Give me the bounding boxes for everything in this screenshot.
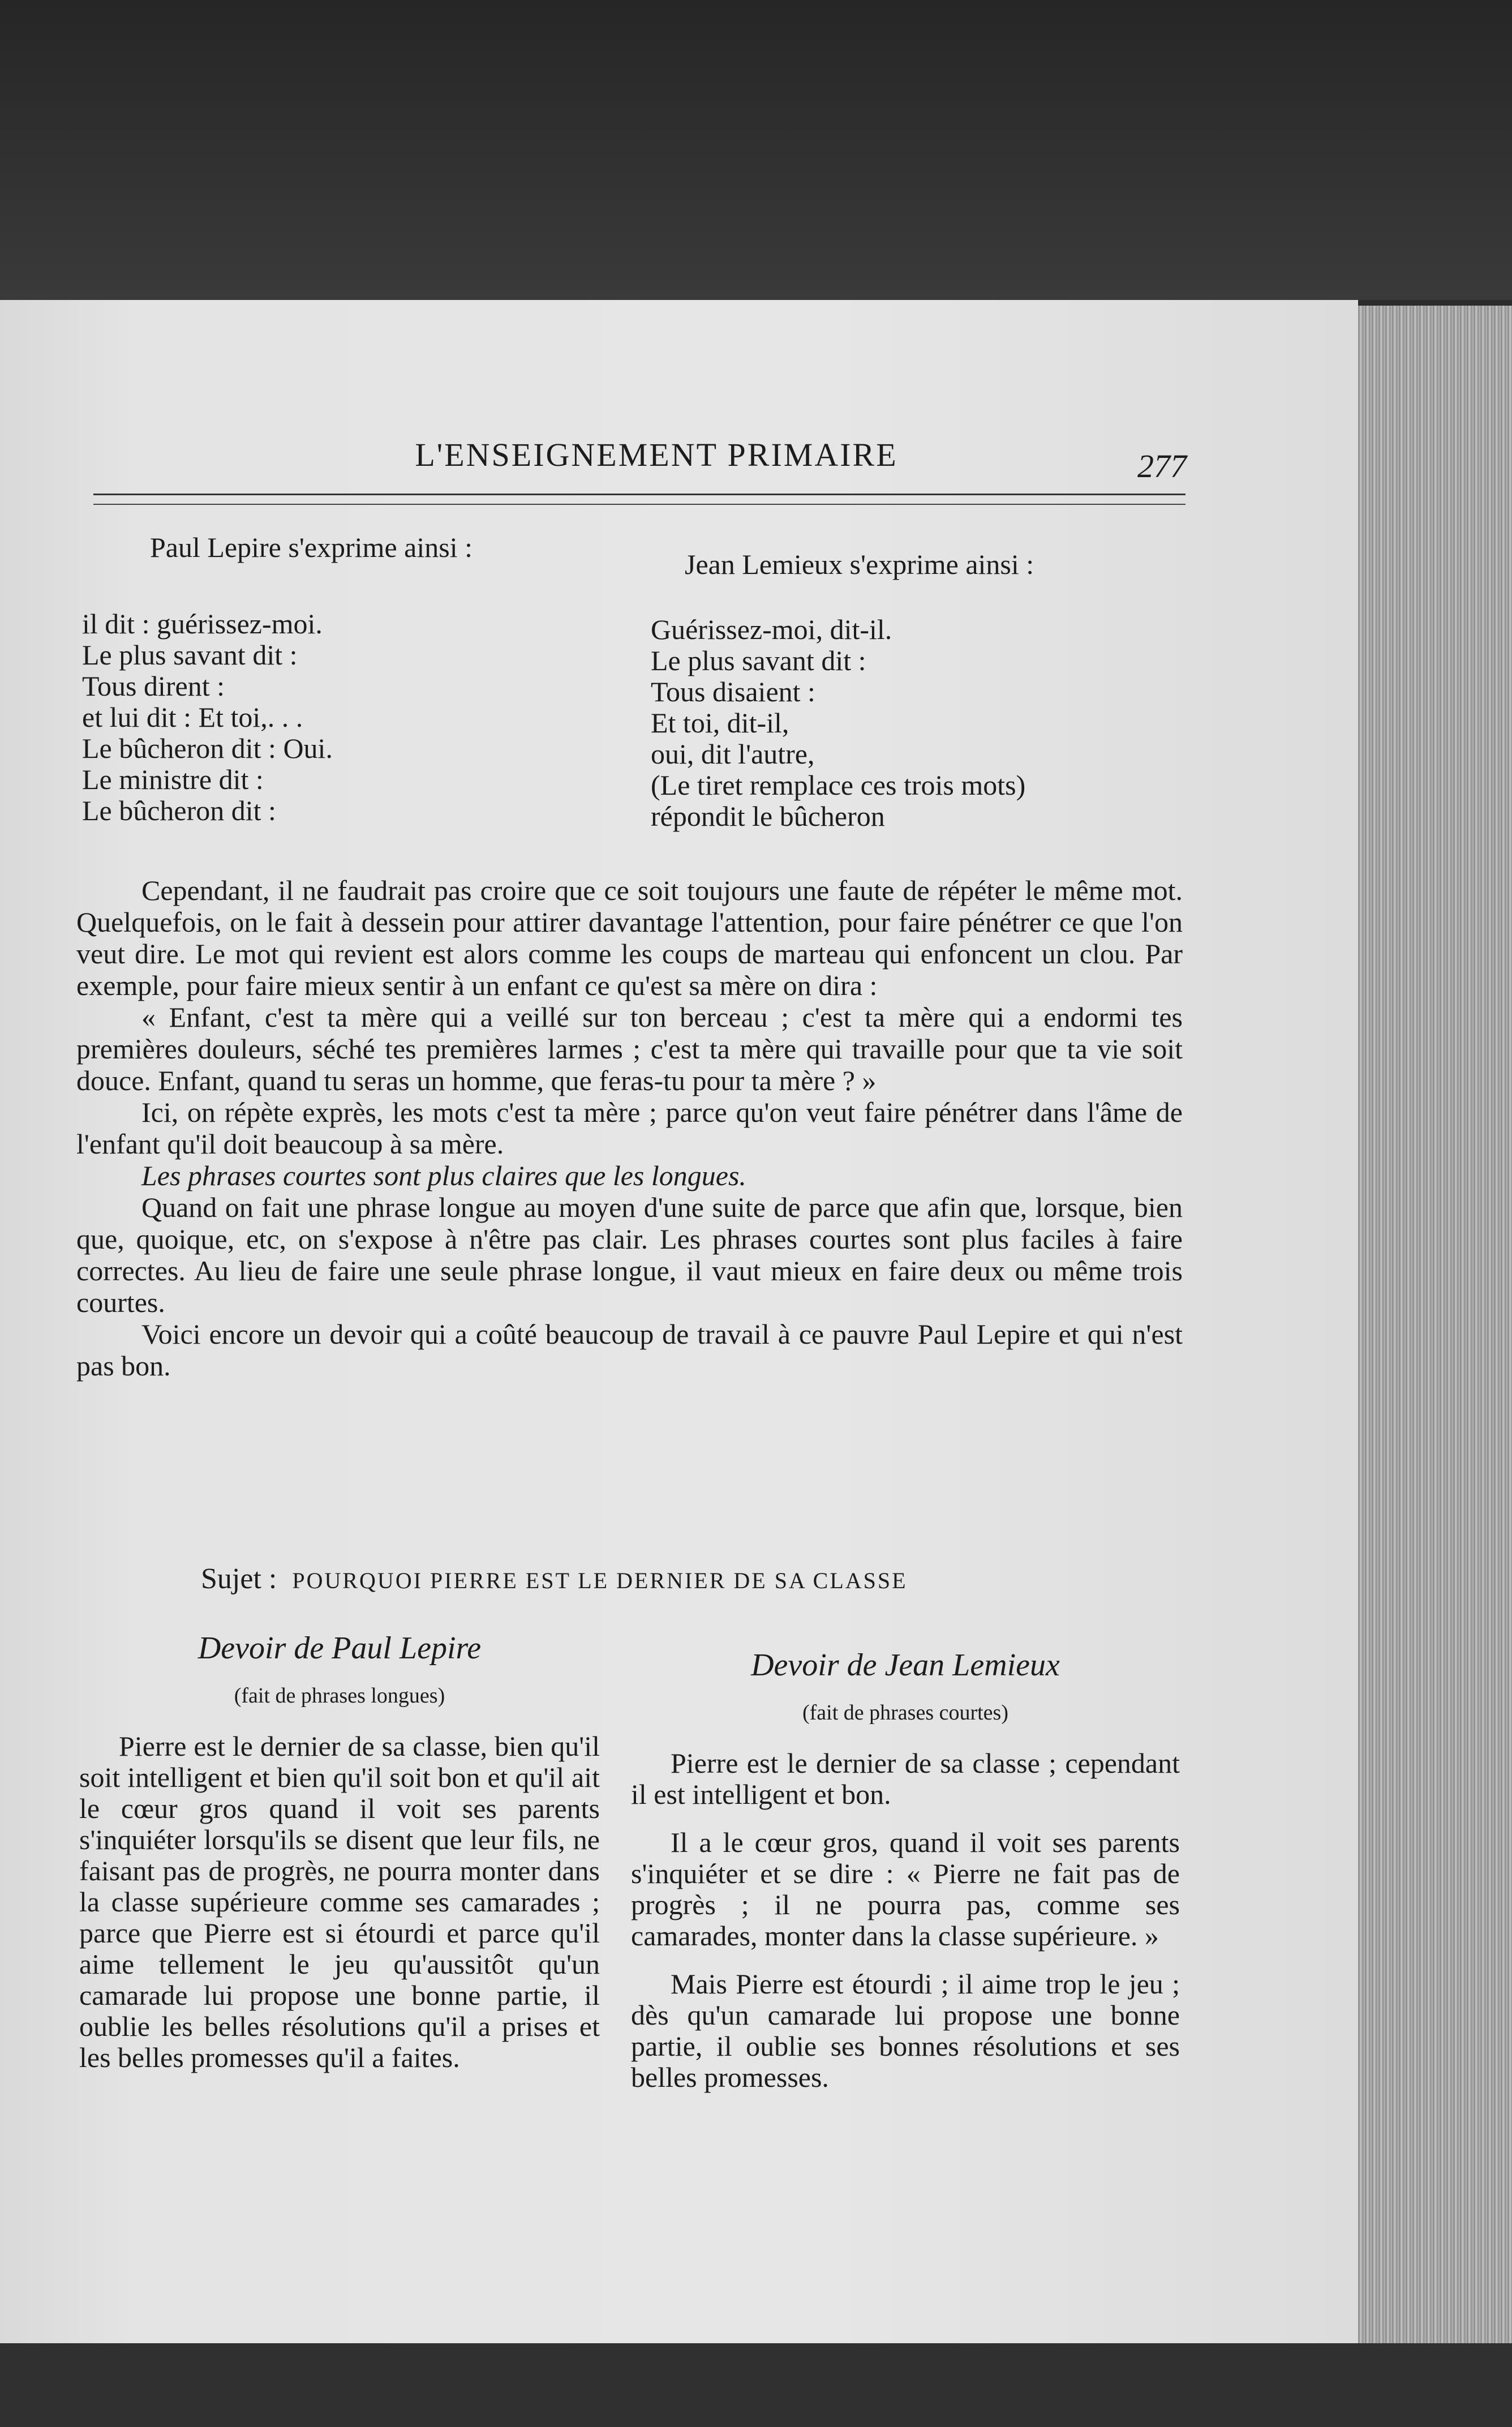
right-line: (Le tiret remplace ces trois mots)	[651, 769, 1026, 801]
left-line: Le bûcheron dit :	[82, 795, 276, 826]
devoir-subtitle: (fait de phrases longues)	[234, 1684, 445, 1708]
right-line: Le plus savant dit :	[651, 645, 866, 676]
scan-background-bottom	[0, 2343, 1512, 2427]
devoir-title: Devoir de Jean Lemieux	[751, 1648, 1060, 1683]
paragraph: Voici encore un devoir qui a coûté beaucoup de travail à ce pauvre Paul Lepire et qui n'est pas bon.	[76, 1318, 1183, 1382]
page-number: 277	[1137, 448, 1187, 484]
left-line: Le ministre dit :	[82, 764, 264, 795]
devoir-body	[79, 1731, 600, 2073]
paragraph: Ici, on répète exprès, les mots c'est ta mère ; parce qu'on veut faire pénétrer dans l'âme de l'enfant qu'il doit beaucoup à sa mère.	[76, 1096, 1183, 1160]
paragraph: Il a le cœur gros, quand il voit ses parents s'inquiéter et se dire : « Pierre ne fait pas de progrès ; il ne pourra pas, comme ses camarades, monter dans la classe supérieure. »	[631, 1826, 1180, 1952]
left-column-intro: Paul Lepire s'exprime ainsi :	[150, 531, 472, 563]
sujet-text: POURQUOI PIERRE EST LE DERNIER DE SA CLASSE	[292, 1568, 908, 1593]
body-text	[76, 874, 1183, 1382]
scan-background-top	[0, 0, 1512, 300]
right-line: Tous disaient :	[651, 676, 815, 707]
devoir-right	[631, 1647, 1180, 2110]
left-line: et lui dit : Et toi,. . .	[82, 701, 303, 733]
left-line: Le plus savant dit :	[82, 639, 298, 671]
right-line: oui, dit l'autre,	[651, 738, 815, 770]
sujet-label: Sujet :	[201, 1563, 277, 1595]
paragraph: Cependant, il ne faudrait pas croire que ce soit toujours une faute de répéter le même mot. Quelquefois, on le fait à dessein pour attirer davantage l'attention, pour faire pénétrer ce que l'on veut dire. Le mot qui revient est alors comme les coups de marteau qui enfoncent un clou. Par exemple, pour faire mieux sentir à un enfant ce qu'est sa mère on dira :	[76, 874, 1183, 1001]
left-line: il dit : guérissez-moi.	[82, 608, 323, 640]
quote-paragraph: « Enfant, c'est ta mère qui a veillé sur ton berceau ; c'est ta mère qui a endormi tes premières douleurs, séché tes premières larmes ; c'est ta mère qui travaille pour que ta vie soit douce. Enfant, quand tu seras un homme, que feras-tu pour ta mère ? »	[76, 1001, 1183, 1096]
italic-maxim: Les phrases courtes sont plus claires que les longues.	[141, 1160, 746, 1191]
devoir-body	[631, 1748, 1180, 2093]
sujet-line	[201, 1562, 1163, 1596]
right-column	[651, 549, 1188, 832]
left-line: Le bûcheron dit : Oui.	[82, 732, 333, 764]
running-header: L'ENSEIGNEMENT PRIMAIRE	[415, 436, 898, 473]
header-rule	[93, 494, 1185, 495]
devoir-left	[79, 1630, 600, 2090]
left-column	[82, 532, 659, 826]
paragraph: Mais Pierre est étourdi ; il aime trop le jeu ; dès qu'un camarade lui propose une bonne partie, il oublie ses bonnes résolutions et ses belles promesses.	[631, 1968, 1180, 2093]
header-rule-secondary	[93, 504, 1185, 505]
paragraph: Quand on fait une phrase longue au moyen d'une suite de parce que afin que, lorsque, bien que, quoique, etc, on s'expose à n'être pas clair. Les phrases courtes sont plus faciles à faire correctes. Au lieu de faire une seule phrase longue, il vaut mieux en faire deux ou même trois courtes.	[76, 1191, 1183, 1318]
right-line: Et toi, dit-il,	[651, 707, 789, 739]
left-line: Tous dirent :	[82, 670, 225, 702]
devoir-subtitle: (fait de phrases courtes)	[802, 1701, 1008, 1725]
right-line: répondit le bûcheron	[651, 800, 885, 832]
paragraph: Pierre est le dernier de sa classe, bien qu'il soit intelligent et bien qu'il soit bon et qu'il ait le cœur gros quand il voit ses parents s'inquiéter lorsqu'ils se disent que leur fils, ne faisant pas de progrès, ne pourra monter dans la classe supérieure comme ses camarades ; parce que Pierre est si étourdi et parce qu'il aime tellement le jeu qu'aussitôt qu'un camarade lui propose une bonne partie, il oublie les belles résolutions qu'il a prises et les belles promesses qu'il a faites.	[79, 1730, 600, 2073]
devoir-title: Devoir de Paul Lepire	[197, 1631, 482, 1666]
book-page-edges	[1352, 306, 1512, 2343]
paragraph: Pierre est le dernier de sa classe ; cependant il est intelligent et bon.	[631, 1747, 1180, 1810]
right-column-intro: Jean Lemieux s'exprime ainsi :	[685, 548, 1034, 580]
right-line: Guérissez-moi, dit-il.	[651, 614, 892, 645]
